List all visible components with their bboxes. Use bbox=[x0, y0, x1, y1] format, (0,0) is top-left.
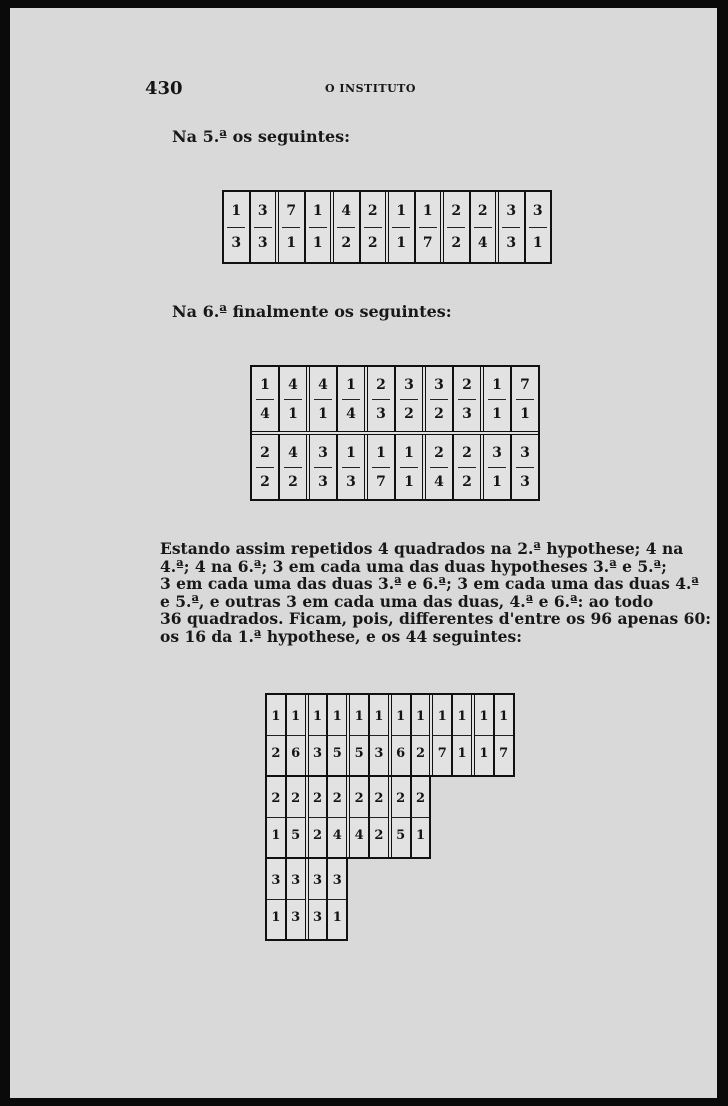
fraction-cell bbox=[426, 367, 454, 431]
numerator: 1 bbox=[457, 709, 467, 724]
denominator: 3 bbox=[231, 235, 242, 251]
numerator: 1 bbox=[332, 709, 342, 724]
fraction-cell bbox=[370, 777, 392, 857]
denominator: 1 bbox=[520, 406, 530, 422]
denominator: 5 bbox=[291, 828, 301, 843]
numerator: 3 bbox=[271, 873, 281, 888]
table-row bbox=[224, 192, 550, 262]
denominator: 1 bbox=[271, 910, 281, 925]
numerator: 1 bbox=[346, 445, 356, 461]
numerator: 1 bbox=[479, 709, 489, 724]
numerator: 3 bbox=[492, 445, 502, 461]
fraction-cell bbox=[396, 367, 426, 431]
fraction-cell bbox=[454, 435, 484, 499]
paragraph-line: 36 quadrados. Ficam, pois, differentes d'entre os 96 apenas 60: bbox=[160, 609, 711, 628]
fraction-cell bbox=[526, 192, 551, 262]
denominator: 5 bbox=[354, 746, 364, 761]
fraction-cell bbox=[309, 695, 329, 775]
fraction-cell bbox=[512, 367, 538, 431]
numerator: 3 bbox=[404, 377, 414, 393]
fraction-cell bbox=[309, 777, 329, 857]
numerator: 1 bbox=[346, 377, 356, 393]
fraction-cell bbox=[252, 367, 280, 431]
fraction-cell bbox=[392, 695, 412, 775]
paragraph-line: 3 em cada uma das duas 3.ª e 6.ª; 3 em cada uma das duas 4.ª bbox=[160, 574, 699, 593]
numerator: 1 bbox=[291, 709, 301, 724]
fraction-cell bbox=[471, 192, 500, 262]
fraction-cell bbox=[433, 695, 453, 775]
fraction-cell bbox=[328, 777, 350, 857]
fraction-cell bbox=[416, 192, 445, 262]
fraction-cell bbox=[251, 192, 280, 262]
numerator: 2 bbox=[260, 445, 270, 461]
table-row bbox=[267, 777, 429, 857]
fraction-cell bbox=[499, 192, 526, 262]
numerator: 2 bbox=[415, 791, 425, 806]
fraction-cell bbox=[475, 695, 495, 775]
fraction-cell bbox=[287, 695, 309, 775]
numerator: 2 bbox=[462, 377, 472, 393]
fraction-cell bbox=[454, 367, 484, 431]
numerator: 4 bbox=[288, 445, 298, 461]
numerator: 7 bbox=[286, 203, 297, 219]
fraction-cell bbox=[495, 695, 513, 775]
denominator: 2 bbox=[312, 828, 323, 843]
numerator: 2 bbox=[477, 203, 488, 219]
denominator: 2 bbox=[260, 474, 270, 490]
denominator: 7 bbox=[437, 746, 447, 761]
paragraph-line: 4.ª; 4 na 6.ª; 3 em cada uma das duas hypotheses 3.ª e 5.ª; bbox=[160, 556, 667, 576]
page-number: 430 bbox=[145, 78, 183, 99]
denominator: 3 bbox=[506, 235, 517, 251]
numerator: 2 bbox=[376, 377, 386, 393]
fraction-cell bbox=[338, 367, 368, 431]
fraction-cell bbox=[484, 367, 512, 431]
table-block bbox=[265, 693, 515, 777]
fraction-cell bbox=[350, 695, 370, 775]
denominator: 7 bbox=[422, 235, 433, 251]
fraction-cell bbox=[328, 859, 346, 939]
denominator: 3 bbox=[374, 746, 384, 761]
denominator: 7 bbox=[499, 746, 509, 761]
numerator: 1 bbox=[437, 709, 447, 724]
denominator: 1 bbox=[312, 235, 323, 251]
numerator: 3 bbox=[506, 203, 517, 219]
table-block bbox=[265, 859, 348, 941]
paragraph-line: os 16 da 1.ª hypothese, e os 44 seguintes: bbox=[160, 626, 522, 646]
denominator: 3 bbox=[462, 406, 472, 422]
fraction-cell bbox=[370, 695, 392, 775]
denominator: 4 bbox=[434, 474, 444, 490]
fraction-cell bbox=[267, 695, 287, 775]
fraction-cell bbox=[350, 777, 370, 857]
denominator: 1 bbox=[318, 406, 328, 422]
table-block bbox=[265, 777, 431, 859]
numerator: 3 bbox=[312, 873, 323, 888]
denominator: 2 bbox=[462, 474, 472, 490]
denominator: 6 bbox=[291, 746, 301, 761]
denominator: 5 bbox=[332, 746, 342, 761]
denominator: 3 bbox=[520, 474, 530, 490]
table-final bbox=[265, 693, 515, 941]
numerator: 1 bbox=[396, 709, 406, 724]
fraction-cell bbox=[392, 777, 412, 857]
numerator: 1 bbox=[260, 377, 270, 393]
fraction-cell bbox=[334, 192, 361, 262]
numerator: 2 bbox=[291, 791, 301, 806]
denominator: 7 bbox=[376, 474, 386, 490]
denominator: 2 bbox=[271, 746, 281, 761]
denominator: 1 bbox=[396, 235, 407, 251]
numerator: 4 bbox=[318, 377, 328, 393]
table-row bbox=[252, 367, 538, 431]
numerator: 7 bbox=[520, 377, 530, 393]
denominator: 4 bbox=[477, 235, 488, 251]
numerator: 1 bbox=[374, 709, 384, 724]
denominator: 6 bbox=[396, 746, 406, 761]
denominator: 2 bbox=[434, 406, 444, 422]
denominator: 1 bbox=[332, 910, 342, 925]
denominator: 2 bbox=[415, 746, 425, 761]
denominator: 1 bbox=[271, 828, 281, 843]
denominator: 3 bbox=[318, 474, 328, 490]
denominator: 1 bbox=[492, 406, 502, 422]
numerator: 4 bbox=[288, 377, 298, 393]
fraction-cell bbox=[280, 367, 310, 431]
page-header bbox=[135, 78, 475, 100]
denominator: 1 bbox=[492, 474, 502, 490]
fraction-cell bbox=[412, 777, 430, 857]
numerator: 2 bbox=[462, 445, 472, 461]
numerator: 2 bbox=[332, 791, 342, 806]
denominator: 2 bbox=[341, 235, 352, 251]
numerator: 3 bbox=[332, 873, 342, 888]
fraction-cell bbox=[309, 859, 329, 939]
table-5 bbox=[222, 190, 552, 264]
numerator: 2 bbox=[396, 791, 406, 806]
denominator: 3 bbox=[376, 406, 386, 422]
fraction-cell bbox=[484, 435, 512, 499]
fraction-cell bbox=[287, 777, 309, 857]
denominator: 2 bbox=[451, 235, 462, 251]
denominator: 4 bbox=[346, 406, 356, 422]
numerator: 1 bbox=[376, 445, 386, 461]
fraction-cell bbox=[426, 435, 454, 499]
fraction-cell bbox=[361, 192, 390, 262]
numerator: 1 bbox=[271, 709, 281, 724]
fraction-cell bbox=[396, 435, 426, 499]
denominator: 3 bbox=[312, 910, 323, 925]
numerator: 1 bbox=[404, 445, 414, 461]
numerator: 3 bbox=[318, 445, 328, 461]
denominator: 2 bbox=[374, 828, 384, 843]
denominator: 4 bbox=[332, 828, 342, 843]
fraction-cell bbox=[279, 192, 306, 262]
numerator: 3 bbox=[520, 445, 530, 461]
denominator: 3 bbox=[312, 746, 323, 761]
denominator: 5 bbox=[396, 828, 406, 843]
numerator: 3 bbox=[291, 873, 301, 888]
fraction-cell bbox=[444, 192, 471, 262]
fraction-cell bbox=[310, 435, 338, 499]
denominator: 1 bbox=[415, 828, 425, 843]
fraction-cell bbox=[267, 777, 287, 857]
numerator: 3 bbox=[434, 377, 444, 393]
numerator: 3 bbox=[257, 203, 268, 219]
table-row bbox=[267, 695, 513, 775]
fraction-cell bbox=[328, 695, 350, 775]
numerator: 1 bbox=[354, 709, 364, 724]
fraction-cell bbox=[368, 367, 396, 431]
fraction-cell bbox=[453, 695, 475, 775]
fraction-cell bbox=[512, 435, 538, 499]
numerator: 2 bbox=[374, 791, 384, 806]
fraction-cell bbox=[412, 695, 434, 775]
fraction-cell bbox=[224, 192, 251, 262]
denominator: 2 bbox=[404, 406, 414, 422]
numerator: 2 bbox=[434, 445, 444, 461]
numerator: 2 bbox=[367, 203, 378, 219]
numerator: 2 bbox=[312, 791, 323, 806]
fraction-cell bbox=[267, 859, 287, 939]
denominator: 3 bbox=[257, 235, 268, 251]
numerator: 1 bbox=[492, 377, 502, 393]
denominator: 2 bbox=[367, 235, 378, 251]
fraction-cell bbox=[287, 859, 309, 939]
numerator: 4 bbox=[341, 203, 352, 219]
intro-5: Na 5.ª os seguintes: bbox=[172, 127, 351, 146]
numerator: 2 bbox=[354, 791, 364, 806]
table-row bbox=[267, 859, 346, 939]
denominator: 3 bbox=[346, 474, 356, 490]
paragraph-line: Estando assim repetidos 4 quadrados na 2.ª hypothese; 4 na bbox=[160, 539, 684, 558]
denominator: 1 bbox=[288, 406, 298, 422]
fraction-cell bbox=[310, 367, 338, 431]
fraction-cell bbox=[389, 192, 416, 262]
denominator: 1 bbox=[457, 746, 467, 761]
fraction-cell bbox=[306, 192, 335, 262]
denominator: 4 bbox=[354, 828, 364, 843]
paragraph bbox=[160, 539, 711, 646]
intro-6: Na 6.ª finalmente os seguintes: bbox=[172, 302, 452, 321]
table-6 bbox=[250, 365, 540, 501]
denominator: 4 bbox=[260, 406, 270, 422]
numerator: 2 bbox=[271, 791, 281, 806]
fraction-cell bbox=[338, 435, 368, 499]
numerator: 1 bbox=[231, 203, 242, 219]
numerator: 1 bbox=[415, 709, 425, 724]
numerator: 1 bbox=[499, 709, 509, 724]
denominator: 2 bbox=[288, 474, 298, 490]
numerator: 2 bbox=[451, 203, 462, 219]
fraction-cell bbox=[252, 435, 280, 499]
fraction-cell bbox=[280, 435, 310, 499]
numerator: 1 bbox=[312, 709, 323, 724]
running-title: O INSTITUTO bbox=[325, 82, 416, 95]
table-row bbox=[252, 431, 538, 499]
denominator: 3 bbox=[291, 910, 301, 925]
denominator: 1 bbox=[404, 474, 414, 490]
numerator: 3 bbox=[532, 203, 543, 219]
paragraph-line: e 5.ª, e outras 3 em cada uma das duas, 4.ª e 6.ª: ao todo bbox=[160, 591, 654, 611]
fraction-cell bbox=[368, 435, 396, 499]
numerator: 1 bbox=[312, 203, 323, 219]
numerator: 1 bbox=[396, 203, 407, 219]
denominator: 1 bbox=[286, 235, 297, 251]
numerator: 1 bbox=[422, 203, 433, 219]
denominator: 1 bbox=[532, 235, 543, 251]
denominator: 1 bbox=[479, 746, 489, 761]
